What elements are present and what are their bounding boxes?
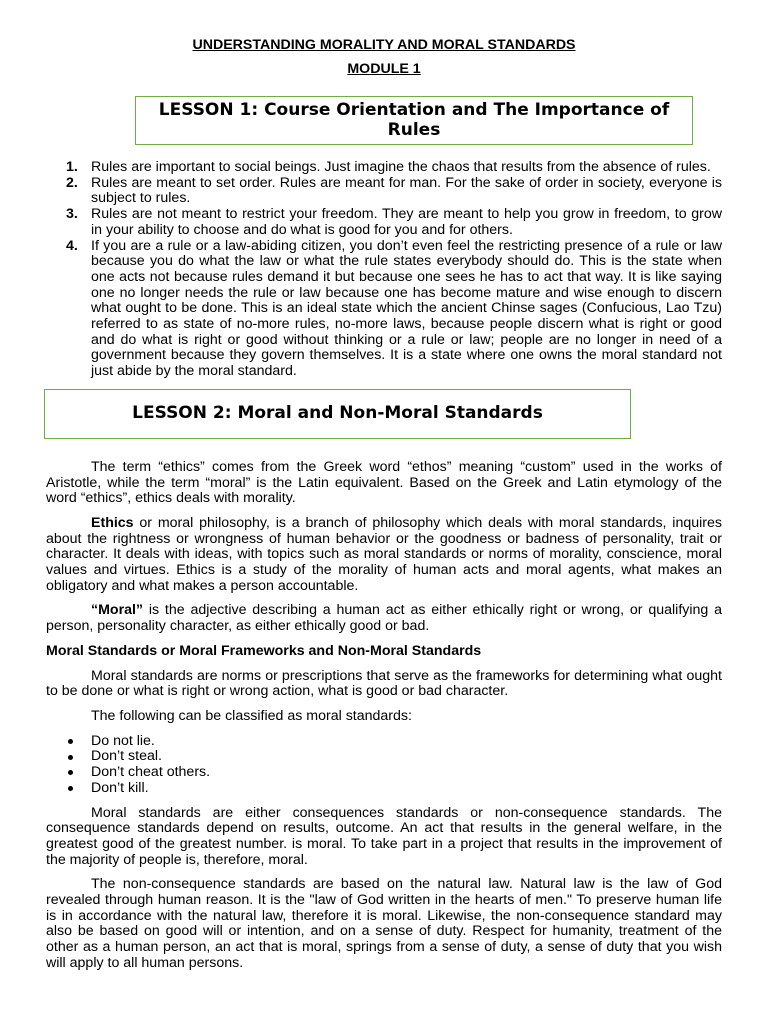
ethics-paragraph [46,516,722,595]
list-item-text: Don’t kill. [91,779,149,796]
list-item-text: Do not lie. [91,732,155,749]
bullet-icon [64,734,91,750]
bullet-icon [64,781,91,797]
rule-item [66,239,722,380]
rule-item [66,160,722,176]
etymology-paragraph: The term “ethics” comes from the Greek word “ethos” meaning “custom” used in the works of Aristotle, while the term “moral” is the Latin equivalent. Based on the Greek and Latin etymology of the word “ethics”, ethics deals with morality. [46,458,722,507]
rule-text: If you are a rule or a law-abiding citizen, you don’t even feel the restricting presence of a rule or law because you do what the law or what the rule states everybody should do. This is the state when one acts not because rules demand it but because one sees he has to act that way. It is like saying one no longer needs the rule or law because one has become mature and wise enough to discern what ought to be done. This is an ideal state which the ancient Chinse sages (Confucious, Lao Tzu) referred to as state of no-more rules, no-more laws, because people discern what is right or good and do what is right or good without thinking or a rule or law; people are no longer in need of a government because they govern themselves. It is a state where one owns the moral standard not just abide by the moral standard. [91,237,722,380]
bullet-icon [64,749,91,765]
moral-paragraph [46,603,722,634]
rule-number: 4. [66,237,78,254]
moral-term: “Moral” [91,602,144,619]
ethics-term: Ethics [91,514,134,531]
lesson-1-title-box [135,96,693,145]
rule-number: 1. [66,159,78,175]
rule-item [66,207,722,238]
list-item [64,765,722,781]
list-item-text: Don’t cheat others. [91,764,211,781]
list-item [64,749,722,765]
course-title: UNDERSTANDING MORALITY AND MORAL STANDARDS [192,37,576,53]
rules-list [66,160,722,380]
moral-definition: is the adjective describing a human act as either ethically right or wrong, or qualifying a person, personality character, as either ethically good or bad. [46,602,722,635]
rule-text: Rules are important to social beings. Just imagine the chaos that results from the absence of rules. [91,159,711,175]
list-item-text: Don’t steal. [91,748,162,765]
section-heading: Moral Standards or Moral Frameworks and Non-Moral Standards [46,642,482,659]
rule-number: 2. [66,174,78,191]
module-label: MODULE 1 [347,61,421,77]
rule-text: Rules are not meant to restrict your freedom. They are meant to help you grow in freedom, to grow in your ability to choose and do what is good for you and for others. [91,206,722,238]
consequence-paragraph: Moral standards are either consequences standards or non-consequence standards. The consequence standards depend on results, outcome. An act that results in the general welfare, in the greatest good of the greatest number. is moral. To take part in a project that results in the improvement of the majority of people is, therefore, moral. [46,804,722,868]
bullet-icon [64,765,91,781]
list-item [64,781,722,797]
non-consequence-paragraph: The non-consequence standards are based on the natural law. Natural law is the law of God revealed through human reason. It is the "law of God written in the hearts of men." To preserve human life is in accordance with the natural law, therefore it is moral. Likewise, the non-consequence standard may also be based on good will or intention, and on a sense of duty. Respect for humanity, treatment of the other as a human person, an act that is moral, springs from a sense of duty, a sense of duty that you wish will apply to all human persons. [46,876,722,971]
lesson-1-title: LESSON 1: Course Orientation and The Importance of Rules [158,100,670,140]
list-item [64,734,722,750]
lesson-2-title: LESSON 2: Moral and Non-Moral Standards [132,403,543,424]
rule-number: 3. [66,206,78,223]
ethics-definition: or moral philosophy, is a branch of philosophy which deals with moral standards, inquires about the rightness or wrongness of human behavior or the goodness or badness of personality, trait or character. It deals with ideas, with topics such as moral standards or norms of morality, conscience, moral values and virtues. Ethics is a study of the morality of human acts and moral agents, what makes an obligatory and what makes a person accountable. [46,514,722,594]
moral-standards-list [64,734,722,797]
rule-item [66,176,722,207]
lesson-2-title-box [44,389,631,439]
document-body [0,160,768,981]
definition-paragraph: Moral standards are norms or prescriptions that serve as the frameworks for determining what ought to be done or what is right or wrong action, what is good or bad character. [46,667,722,700]
rule-text: Rules are meant to set order. Rules are meant for man. For the sake of order in society, everyone is subject to rules. [91,174,722,207]
list-intro: The following can be classified as moral standards: [91,707,412,724]
